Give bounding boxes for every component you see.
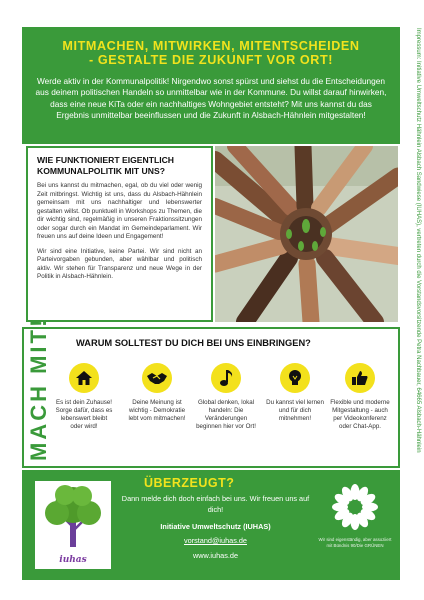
top-banner <box>22 27 400 144</box>
info-paragraph-2: Wir sind eine Initiative, keine Partei. Wir sind nicht an Parteivorgaben gebunden, aber wählbar und politisch aktiv. Wir stehen für Transparenz und neue Wege in der Politik in Alsbach-Hähnlein. <box>37 247 202 280</box>
reason-item-opinion <box>127 363 187 423</box>
imprint <box>412 28 422 598</box>
email-link[interactable]: vorstand@iuhas.de <box>184 536 247 545</box>
contact-banner <box>22 470 400 580</box>
headline-line-2: - GESTALTE DIE ZUKUNFT VOR ORT! <box>88 53 334 67</box>
reason-text: Flexible und moderne Mitgestaltung - auch per Videokonferenz oder Chat-App. <box>330 399 390 430</box>
reason-text: Du kannst viel lernen und für dich mitnehmen! <box>266 399 324 422</box>
house-icon <box>69 363 99 393</box>
reasons-title: WARUM SOLLTEST DU DICH BEI UNS EINBRINGEN? <box>76 338 311 348</box>
music-note-icon <box>211 363 241 393</box>
headline <box>22 39 400 67</box>
info-text <box>37 182 202 282</box>
info-paragraph-1: Bei uns kannst du mitmachen, egal, ob du viel oder wenig Zeit mitbringst. Wichtig ist uns, dass du Alsbach-Hähnlein gemeinsam mit uns nachhaltiger und lebenswerter gestalten willst. Ob punktuell in Workshops zu Themen, die dir wichtig sind, regelmäßig in unseren Fraktionssitzungen oder sogar durch ein Mandat im Gemeindeparlament. Wir freuen uns auf deine Ideen und Engagement! <box>37 182 202 240</box>
headline-line-1: MITMACHEN, MITWIRKEN, MITENTSCHEIDEN <box>62 39 360 53</box>
reason-text: Deine Meinung ist wichtig - Demokratie lebt vom mitmachen! <box>128 399 186 422</box>
mach-mit-label: MACH MIT! <box>26 316 51 461</box>
organization-name: Initiative Umweltschutz (IUHAS) <box>160 522 271 531</box>
reason-item-home <box>54 363 114 431</box>
tree-icon <box>35 481 111 553</box>
imprint-text: Impressum: Initiative Umweltschutz Hähnlein Alsbach Sandwiese (IUHAS), vertreten durch die Vorstandsvorsitzende Petra Nachbauer, 64665 Alsbach-Hähnlein <box>415 28 421 453</box>
bottom-title: ÜBERZEUGT? <box>144 476 235 490</box>
thumbs-up-icon <box>345 363 375 393</box>
reason-item-learn <box>265 363 325 423</box>
intro-text: Werde aktiv in der Kommunalpolitik! Nirgendwo sonst spürst und siehst du die Entscheidungen aus deinem politischen Handeln so unmittelbar wie in der Kommune. Du willst darauf hinwirken, dass eine neue KiTa oder ein nachhaltiges Wohngebiet entsteht? Mit uns kannst du das Ergebnis unmittelbar beeinflussen und die Zukunft in Alsbach-Hähnlein mitgestalten! <box>35 76 387 120</box>
website-link[interactable]: www.iuhas.de <box>192 551 239 560</box>
info-box <box>26 146 213 322</box>
handshake-icon <box>142 363 172 393</box>
logo-wordmark: iuhas <box>59 555 87 565</box>
hands-photo <box>215 146 398 322</box>
reason-text: Global denken, lokal handeln: Die Veränderungen beginnen hier vor Ort! <box>196 399 256 430</box>
reasons-section <box>22 316 400 468</box>
lightbulb-icon <box>280 363 310 393</box>
reason-item-flexible <box>330 363 390 431</box>
info-title: WIE FUNKTIONIERT EIGENTLICH KOMMUNALPOLITIK MIT UNS? <box>37 155 175 176</box>
reason-text: Es ist dein Zuhause! Sorge dafür, dass es lebenswert bleibt oder wird! <box>55 399 113 430</box>
association-note: Wir sind eigenständig, aber assoziiert mit Bündnis 90/Die GRÜNEN <box>318 537 392 548</box>
hands-with-seedlings-illustration <box>215 146 398 322</box>
sunflower-icon <box>332 484 378 530</box>
iuhas-logo <box>35 481 111 569</box>
reason-item-local <box>196 363 256 431</box>
bottom-text: Dann melde dich doch einfach bei uns. Wir freuen uns auf dich! <box>121 494 310 514</box>
